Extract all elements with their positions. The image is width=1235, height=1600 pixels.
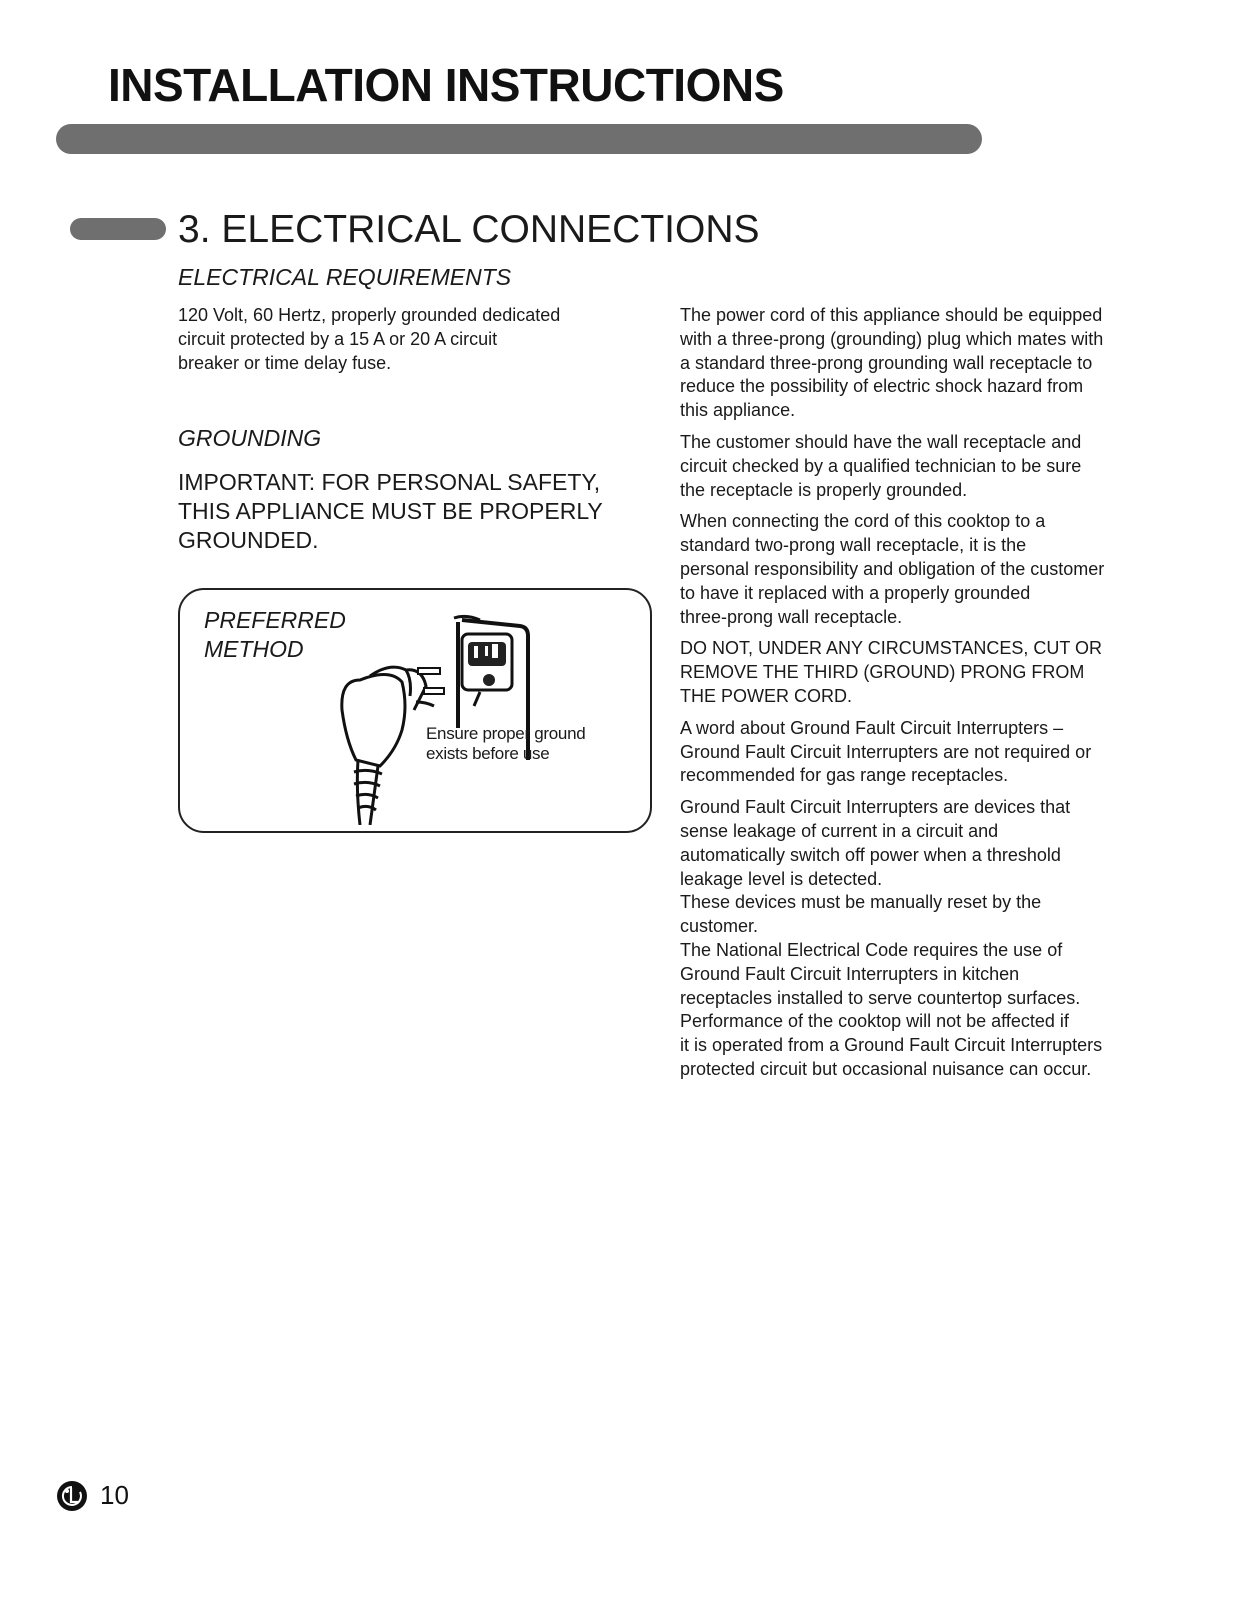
electrical-requirements-heading: ELECTRICAL REQUIREMENTS xyxy=(178,264,512,290)
text-line: circuit protected by a 15 A or 20 A circuit xyxy=(178,328,498,349)
page-title: INSTALLATION INSTRUCTIONS xyxy=(108,59,784,111)
text-line: protected circuit but occasional nuisance can occur. xyxy=(680,1058,1092,1079)
paragraph-two-prong xyxy=(680,510,1150,629)
electrical-requirements-text xyxy=(178,304,648,375)
text-line: standard two-prong wall receptacle, it is the xyxy=(680,535,1027,556)
text-line: These devices must be manually reset by the xyxy=(680,892,1042,913)
text-line: the receptacle is properly grounded. xyxy=(680,479,968,500)
text-line: 120 Volt, 60 Hertz, properly grounded dedicated xyxy=(178,305,561,325)
text-line: THE POWER CORD. xyxy=(680,685,853,706)
text-line: with a three-prong (grounding) plug which mates with xyxy=(680,328,1104,349)
text-line: breaker or time delay fuse. xyxy=(178,352,392,373)
ground-caption xyxy=(426,724,626,764)
text-line: GROUNDED. xyxy=(178,527,319,553)
text-line: leakage level is detected. xyxy=(680,868,883,889)
text-line: three-prong wall receptacle. xyxy=(680,606,903,627)
text-line: automatically switch off power when a threshold xyxy=(680,844,1061,865)
text-line: THIS APPLIANCE MUST BE PROPERLY xyxy=(178,498,603,524)
text-line: Ground Fault Circuit Interrupters in kitchen xyxy=(680,963,1020,984)
text-line: recommended for gas range receptacles. xyxy=(680,765,1009,786)
text-line: Ground Fault Circuit Interrupters are not required or xyxy=(680,741,1092,762)
text-line: Ensure proper ground xyxy=(426,724,586,743)
important-safety-notice xyxy=(178,468,648,555)
text-line: When connecting the cord of this cooktop to a xyxy=(680,511,1046,532)
text-line: The National Electrical Code requires the use of xyxy=(680,939,1063,960)
text-line: METHOD xyxy=(204,636,304,662)
paragraph-gfci-details xyxy=(680,796,1150,1082)
text-line: exists before use xyxy=(426,744,550,763)
section-title: 3. ELECTRICAL CONNECTIONS xyxy=(178,208,760,251)
text-line: Performance of the cooktop will not be affected if xyxy=(680,1011,1069,1032)
lg-logo-icon xyxy=(56,1480,88,1512)
paragraph-power-cord xyxy=(680,304,1150,423)
page-number: 10 xyxy=(100,1480,129,1510)
section-marker-pill xyxy=(70,218,166,240)
text-line: to have it replaced with a properly grounded xyxy=(680,582,1031,603)
text-line: personal responsibility and obligation of the customer xyxy=(680,558,1105,579)
preferred-method-box xyxy=(178,588,652,833)
text-line: circuit checked by a qualified technician to be sure xyxy=(680,455,1082,476)
text-line: it is operated from a Ground Fault Circuit Interrupters xyxy=(680,1035,1103,1056)
paragraph-receptacle-check xyxy=(680,431,1150,502)
grounded-plug-illustration xyxy=(330,610,560,825)
title-divider-bar xyxy=(56,124,982,154)
text-line: Ground Fault Circuit Interrupters are devices that xyxy=(680,797,1071,818)
text-line: a standard three-prong grounding wall receptacle to xyxy=(680,352,1093,373)
text-line: The power cord of this appliance should be equipped xyxy=(680,305,1103,325)
text-line: A word about Ground Fault Circuit Interrupters – xyxy=(680,717,1064,738)
text-line: PREFERRED xyxy=(204,607,346,633)
text-line: IMPORTANT: FOR PERSONAL SAFETY, xyxy=(178,469,601,495)
text-line: receptacles installed to serve countertop surfaces. xyxy=(680,987,1081,1008)
text-line: REMOVE THE THIRD (GROUND) PRONG FROM xyxy=(680,662,1085,683)
paragraph-gfci-intro xyxy=(680,717,1150,788)
right-column xyxy=(680,304,1150,1090)
text-line: DO NOT, UNDER ANY CIRCUMSTANCES, CUT OR xyxy=(680,638,1103,659)
grounding-heading: GROUNDING xyxy=(178,425,322,451)
text-line: customer. xyxy=(680,916,759,937)
text-line: The customer should have the wall receptacle and xyxy=(680,431,1082,452)
paragraph-warning-prong xyxy=(680,637,1150,708)
text-line: reduce the possibility of electric shock hazard from xyxy=(680,376,1084,397)
text-line: this appliance. xyxy=(680,400,796,421)
text-line: sense leakage of current in a circuit and xyxy=(680,820,999,841)
